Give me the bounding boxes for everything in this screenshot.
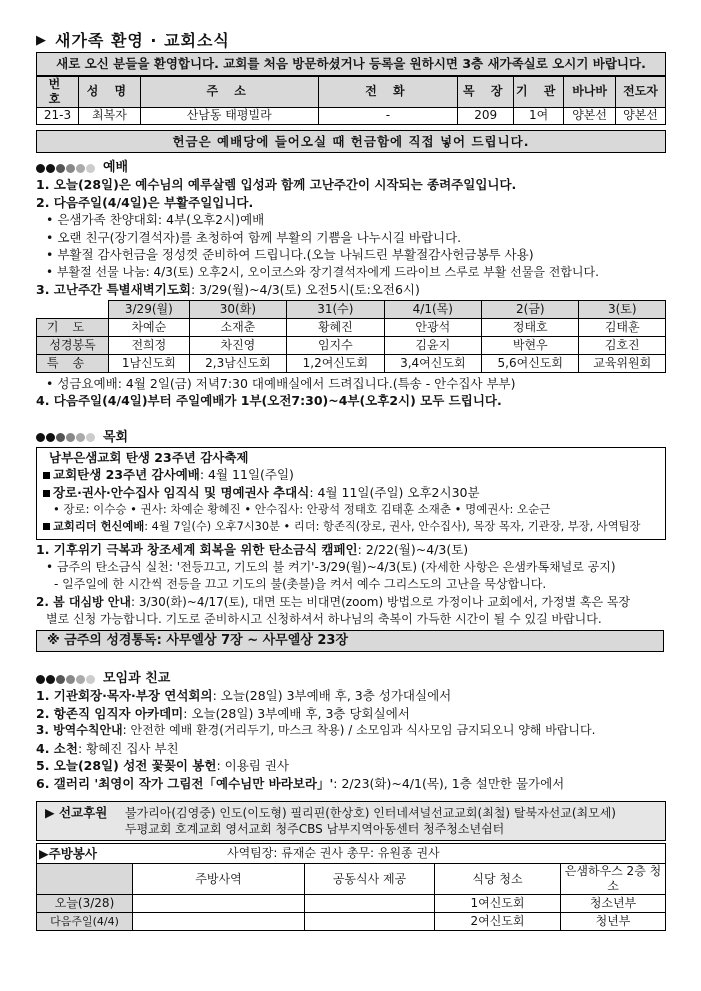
dots-icon [36, 433, 95, 442]
col-header: 주 소 [140, 76, 318, 107]
item-heading: 1. 기관회장·목자·부장 연석회의 [36, 688, 213, 703]
visitor-row [37, 107, 666, 124]
item-heading: 2. 항존직 임직자 아카데미 [36, 705, 184, 721]
item-text: : 이용림 권사 [216, 758, 289, 773]
meetings-section-title [36, 670, 666, 688]
cell: 차예순 [109, 318, 190, 336]
date-header: 30(화) [189, 300, 286, 318]
meeting-item [36, 741, 666, 759]
item-heading: 2. 봄 대심방 안내 [36, 594, 131, 609]
item-heading: 장로·권사·안수집사 임직식 및 명예권사 추대식 [53, 484, 310, 500]
date-header: 31(수) [287, 300, 384, 318]
page-title: 새가족 환영 · 교회소식 [55, 31, 230, 50]
meeting-item [36, 688, 666, 706]
col-header: 전도자 [616, 76, 666, 107]
worship-subitem: • 부활절 선물 나눔: 4/3(토) 오후2시, 오이코스와 장기결석자에게 드라이브 스루로 부활 선물을 전합니다. [46, 264, 599, 279]
section-heading: 모임과 친교 [103, 670, 171, 686]
cell: 차진영 [189, 336, 286, 354]
col-header: 성 명 [78, 76, 140, 107]
cell: 1여 [514, 107, 564, 124]
dots-icon [36, 675, 95, 684]
prayer-table [36, 300, 666, 373]
cell [133, 913, 305, 931]
item-text: : 오늘(28일) 3부예배 후, 3층 당회실에서 [183, 705, 410, 721]
cell: 임지수 [287, 336, 384, 354]
item-text: : 3/30(화)~4/17(토), 대면 또는 비대면(zoom) 방법으로 가정이나 교회에서, 가정별 혹은 목장 [131, 594, 631, 609]
worship-subitem: • 부활절 감사헌금을 정성껏 준비하여 드립니다.(오늘 나눠드린 부활절감사헌금봉투 사용) [46, 247, 534, 263]
item-heading: 교회리더 헌신예배 [53, 519, 145, 533]
item-text: : 4월 7일(수) 오후7시30분 • 리더: 항존직(장로, 권사, 안수집사), 목장 목자, 기관장, 부장, 사역팀장 [144, 519, 641, 533]
meeting-item [36, 776, 666, 794]
item-heading: 5. 오늘(28일) 성전 꽃꽂이 봉헌 [36, 758, 217, 773]
kitchen-header [36, 843, 666, 863]
pastoral-subitem: • 금주의 탄소금식 실천: '전등끄고, 기도의 불 켜기'-3/29(월)~4/3(토) (자세한 사항은 은샘카톡채널로 공지) [46, 559, 616, 574]
cell [133, 895, 305, 913]
box-title: 남부은샘교회 탄생 23주년 감사축제 [49, 449, 249, 465]
item-text: : 4월 11일(주일) 오후2시30분 [309, 484, 480, 500]
worship-subitem: • 오랜 친구(장기결석자)를 초청하여 함께 부활의 기쁨을 나누시길 바랍니다. [46, 229, 462, 245]
worship-item: 1. 오늘(28일)은 예수님의 예루살렘 입성과 함께 고난주간이 시작되는 종려주일입니다. [36, 177, 517, 193]
cell: 박현우 [482, 336, 579, 354]
item-heading: 6. 갤러리 '최영이 작가 그림전「예수님만 바라보라」' [36, 775, 334, 791]
kitchen-table [36, 863, 666, 931]
row-label: 다음주일(4/4) [37, 913, 133, 931]
cell: 청소년부 [561, 895, 666, 913]
kitchen-row [37, 895, 666, 913]
cell: 김호진 [579, 336, 666, 354]
row-label: 특송 [37, 354, 109, 372]
cell: 김태훈 [579, 318, 666, 336]
cell: 1여신도회 [435, 895, 561, 913]
cell: 5,6여신도회 [482, 354, 579, 372]
col-header: 식당 청소 [435, 864, 561, 895]
date-header: 2(금) [482, 300, 579, 318]
row-label: 오늘(3/28) [37, 895, 133, 913]
dots-icon [36, 164, 95, 173]
section-heading: 예배 [103, 160, 129, 176]
pastoral-item [36, 542, 666, 560]
visitor-header-row [37, 76, 666, 107]
prayer-date-row [37, 300, 666, 318]
cell: 소재춘 [189, 318, 286, 336]
item-text: : 2/23(화)~4/1(목), 1층 설만한 물가에서 [333, 775, 565, 791]
cash-notice: 헌금은 예배당에 들어오실 때 헌금함에 직접 넣어 드립니다. [36, 130, 666, 154]
cell: 안광석 [384, 318, 481, 336]
col-header: 은샘하우스 2층 청소 [561, 864, 666, 895]
item-heading: 3. 고난주간 특별새벽기도회 [36, 282, 191, 298]
mission-line: 불가리아(김영중) 인도(이도형) 필리핀(한상호) 인터네셔널선교교회(최철) 탈북자선교(최모세) [125, 806, 616, 820]
worship-item [36, 282, 666, 300]
worship-section-title [36, 159, 666, 177]
cell: 양본선 [564, 107, 616, 124]
item-text: : 안전한 예배 환경(거리두기, 마스크 착용) / 소모임과 식사모임 금지되오니 양해 바랍니다. [122, 723, 596, 737]
kitchen-header-row [37, 864, 666, 895]
cell: 청년부 [561, 913, 666, 931]
worship-subitem: • 성금요예배: 4월 2일(금) 저녁7:30 대예배실에서 드려집니다.(특송 - 안수집사 부부) [46, 375, 516, 391]
date-header: 3(토) [579, 300, 666, 318]
item-heading: 4. 소천 [36, 740, 78, 756]
mission-label: ▶ 선교후원 [45, 805, 108, 820]
kitchen-info: 사역팀장: 류재순 권사 총무: 유원종 권사 [227, 846, 440, 861]
item-text: : 4월 11일(주일) [199, 467, 294, 483]
col-header: 주방사역 [133, 864, 305, 895]
item-text: : 2/22(월)~4/3(토) [357, 542, 469, 558]
cell [305, 913, 435, 931]
box-item [43, 485, 659, 503]
welcome-banner: 새로 오신 분들을 환영합니다. 교회를 처음 방문하셨거나 등록을 원하시면 3층 새가족실로 오시기 바랍니다. [36, 52, 666, 76]
row-label: 기도 [37, 318, 109, 336]
cell: 김윤지 [384, 336, 481, 354]
col-header: 전 화 [318, 76, 458, 107]
cell: 황혜진 [287, 318, 384, 336]
pastoral-subitem: 별로 신청 가능합니다. 기도로 준비하시고 신청하셔서 하나님의 축복이 가득한 시간이 될 수 있길 바랍니다. [46, 612, 602, 627]
cell: - [318, 107, 458, 124]
cell: 1,2여신도회 [287, 354, 384, 372]
col-header: 목 장 [458, 76, 514, 107]
col-header: 바나바 [564, 76, 616, 107]
meeting-item [36, 706, 666, 724]
box-item [43, 520, 659, 538]
cell: 최복자 [78, 107, 140, 124]
box-subitem: • 장로: 이수승 • 권사: 차예순 황혜진 • 안수집사: 안광석 정태호 김태훈 소재춘 • 명예권사: 오순근 [53, 502, 551, 517]
item-text: : 황혜진 집사 부친 [77, 740, 179, 756]
prayer-row [37, 354, 666, 372]
cell: 정태호 [482, 318, 579, 336]
kitchen-row [37, 913, 666, 931]
mission-support-box [36, 801, 666, 841]
mission-line: 두평교회 호계교회 영서교회 청주CBS 남부지역아동센터 청주청소년쉼터 [125, 822, 505, 837]
worship-item: 4. 다음주일(4/4일)부터 주일예배가 1부(오전7:30)~4부(오후2시) 모두 드립니다. [36, 393, 502, 409]
meeting-item [36, 758, 666, 776]
cell: 1남신도회 [109, 354, 190, 372]
worship-item: 2. 다음주일(4/4일)은 부활주일입니다. [36, 194, 254, 210]
kitchen-label: ▶주방봉사 [39, 846, 97, 862]
prayer-row [37, 336, 666, 354]
cell: 산남동 태평빌라 [140, 107, 318, 124]
box-item [43, 467, 659, 485]
cell: 전희정 [109, 336, 190, 354]
item-heading: 교회탄생 23주년 감사예배 [53, 467, 200, 483]
col-header [37, 864, 133, 895]
meeting-item [36, 723, 666, 741]
cell: 2,3남신도회 [189, 354, 286, 372]
col-header: 번 호 [37, 76, 79, 107]
visitor-table [36, 76, 666, 125]
row-label: 성경봉독 [37, 336, 109, 354]
item-text: : 3/29(월)~4/3(토) 오전5시(토:오전6시) [190, 282, 420, 298]
date-header: 3/29(월) [109, 300, 190, 318]
prayer-row [37, 318, 666, 336]
cell: 209 [458, 107, 514, 124]
mission-list [125, 805, 616, 837]
cell: 2여신도회 [435, 913, 561, 931]
cell: 교육위원회 [579, 354, 666, 372]
triangle-icon: ▶ [36, 32, 47, 48]
blank-cell [37, 300, 109, 318]
section-heading: 목회 [103, 429, 129, 445]
cell: 양본선 [616, 107, 666, 124]
bible-reading-banner: ※ 금주의 성경통독: 사무엘상 7장 ~ 사무엘상 23장 [36, 630, 664, 652]
cell: 3,4여신도회 [384, 354, 481, 372]
cell: 21-3 [37, 107, 79, 124]
cell [305, 895, 435, 913]
date-header: 4/1(목) [384, 300, 481, 318]
bulletin-page [36, 30, 666, 931]
anniversary-box [36, 447, 666, 541]
item-heading: 3. 방역수칙안내 [36, 723, 123, 737]
pastoral-subitem: - 일주일에 한 시간씩 전등을 끄고 기도의 불(촛불)을 켜서 예수 그리스도의 고난을 묵상합니다. [54, 577, 547, 592]
item-text: : 오늘(28일) 3부예배 후, 3층 성가대실에서 [212, 688, 452, 703]
col-header: 기 관 [514, 76, 564, 107]
section-title [36, 30, 666, 52]
worship-subitem: • 은샘가족 찬양대회: 4부(오후2시)예배 [46, 212, 265, 228]
col-header: 공동식사 제공 [305, 864, 435, 895]
item-heading: 1. 기후위기 극복과 창조세계 회복을 위한 탄소금식 캠페인 [36, 542, 358, 558]
pastoral-section-title [36, 429, 666, 447]
pastoral-item [36, 595, 666, 613]
